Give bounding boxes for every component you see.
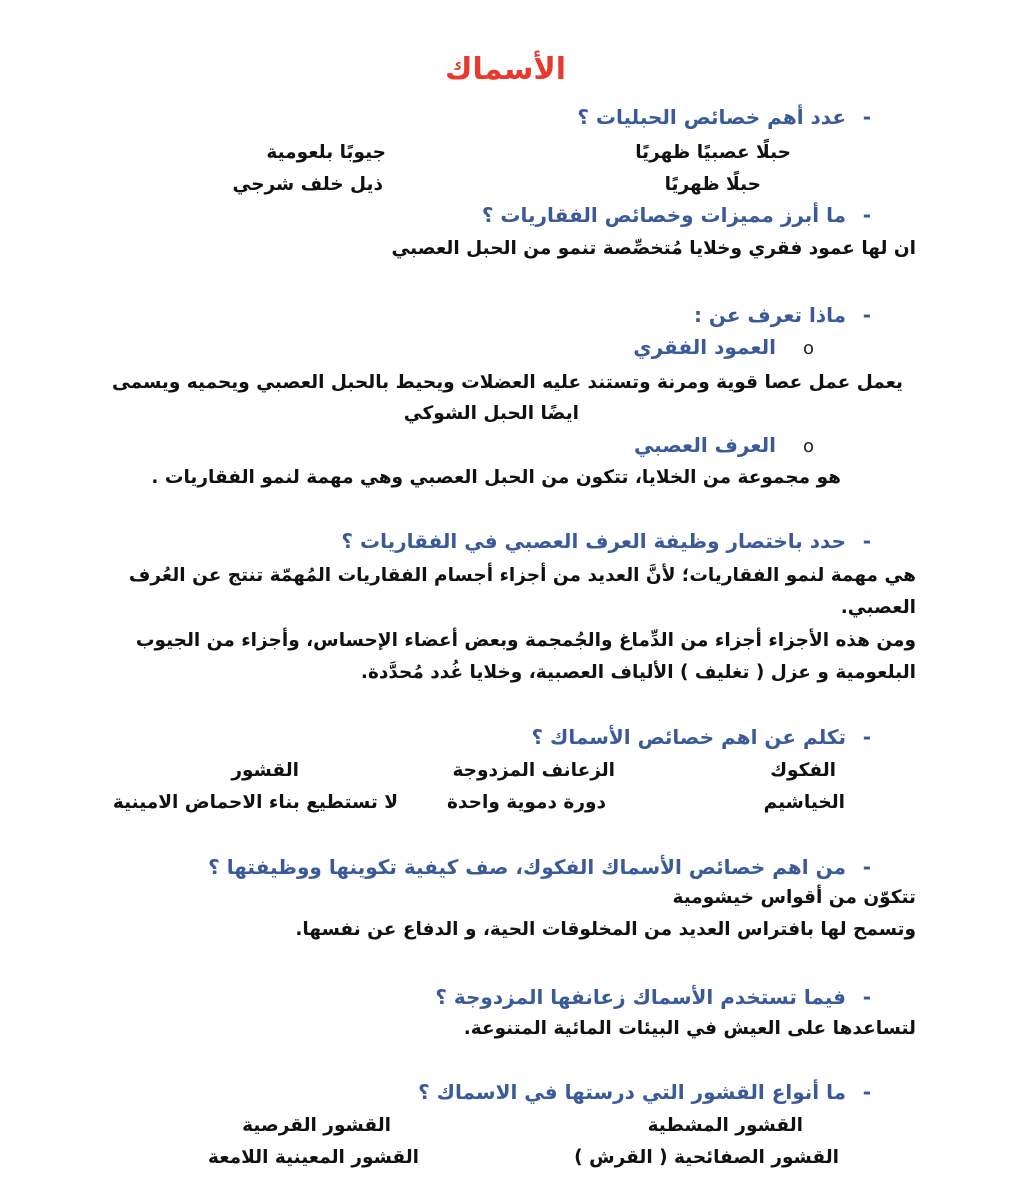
list-item: الخياشيم: [763, 792, 845, 813]
answer-text: هو مجموعة من الخلايا، تتكون من الحبل العصبي وهي مهمة لنمو الفقاريات .: [151, 467, 841, 488]
list-item: الفكوك: [770, 760, 836, 781]
list-item: القشور المشطية: [647, 1115, 803, 1136]
dash-bullet: -: [862, 725, 871, 749]
answer-text: العصبي.: [840, 597, 916, 618]
question-paired-fins: فيما تستخدم الأسماك زعانفها المزدوجة ؟: [435, 985, 846, 1009]
list-item: لا تستطيع بناء الاحماض الامينية: [112, 792, 398, 813]
list-item: القشور الصفائحية ( القرش ): [574, 1147, 839, 1168]
question-fish-traits: تكلم عن اهم خصائص الأسماك ؟: [531, 725, 846, 749]
dash-bullet: -: [862, 105, 871, 129]
list-item: دورة دموية واحدة: [447, 792, 606, 813]
answer-text: وتسمح لها بافتراس العديد من المخلوقات الحية، و الدفاع عن نفسها.: [295, 919, 916, 940]
dash-bullet: -: [862, 529, 871, 553]
answer-text: تتكوّن من أقواس خيشومية: [672, 887, 916, 908]
question-what-do-you-know: ماذا تعرف عن :: [693, 303, 846, 327]
list-item: القشور القرصية: [242, 1115, 391, 1136]
question-scale-types: ما أنواع القشور التي درستها في الاسماك ؟: [418, 1080, 846, 1104]
answer-text: ومن هذه الأجزاء أجزاء من الدِّماغ والجُمجمة وبعض أعضاء الإحساس، وأجزاء من الجيوب: [135, 630, 916, 651]
answer-text: ان لها عمود فقري وخلايا مُتخصِّصة تنمو من الحبل العصبي: [391, 238, 916, 259]
answer-text: يعمل عمل عصا قوية ومرنة وتستند عليه العضلات ويحيط بالحبل العصبي ويحميه ويسمى: [111, 372, 903, 393]
dash-bullet: -: [862, 985, 871, 1009]
list-item: حبلًا عصبيًا ظهريًا: [635, 142, 791, 163]
question-vertebrate-traits: ما أبرز مميزات وخصائص الفقاريات ؟: [481, 203, 846, 227]
list-item: القشور: [231, 760, 299, 781]
answer-text: هي مهمة لنمو الفقاريات؛ لأنَّ العديد من أجزاء أجسام الفقاريات المُهمّة تنتج عن العُرف: [128, 565, 916, 586]
subheading-neural-crest: العرف العصبي: [633, 433, 776, 457]
list-item: جيوبًا بلعومية: [266, 142, 386, 163]
subheading-backbone: العمود الفقري: [633, 335, 776, 359]
list-item: ذيل خلف شرجي: [232, 174, 383, 195]
dash-bullet: -: [862, 855, 871, 879]
answer-text: البلعومية و عزل ( تغليف ) الألياف العصبية، وخلايا غُدد مُحدَّدة.: [360, 662, 916, 683]
question-neural-crest-function: حدد باختصار وظيفة العرف العصبي في الفقاريات ؟: [341, 529, 846, 553]
answer-text: ايضًا الحبل الشوكي: [403, 403, 579, 424]
page-title: الأسماك: [445, 52, 566, 87]
circle-bullet-icon: o: [802, 436, 814, 457]
dash-bullet: -: [862, 1080, 871, 1104]
answer-text: لتساعدها على العيش في البيئات المائية المتنوعة.: [463, 1018, 916, 1039]
dash-bullet: -: [862, 303, 871, 327]
list-item: حبلًا ظهريًا: [664, 174, 761, 195]
list-item: الزعانف المزدوجة: [452, 760, 615, 781]
question-jaws: من اهم خصائص الأسماك الفكوك، صف كيفية تكوينها ووظيفتها ؟: [208, 855, 846, 879]
dash-bullet: -: [862, 203, 871, 227]
list-item: القشور المعينية اللامعة: [207, 1147, 419, 1168]
circle-bullet-icon: o: [802, 338, 814, 359]
question-chordate-traits: عدد أهم خصائص الحبليات ؟: [577, 105, 846, 129]
